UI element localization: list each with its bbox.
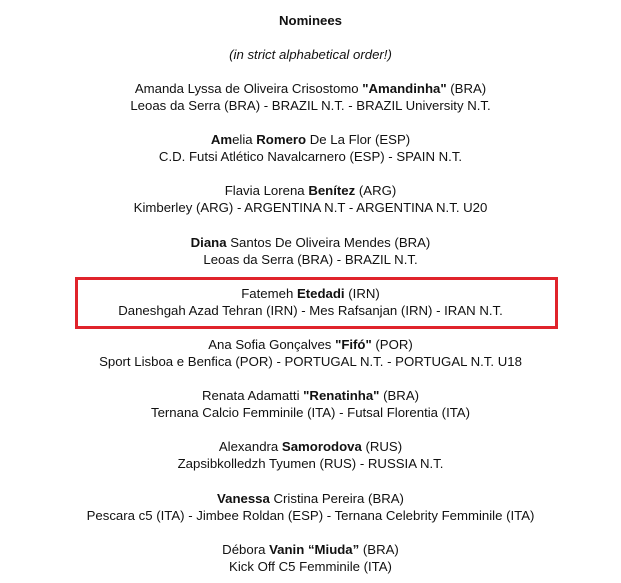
nominee-name-highlight: “Miuda” bbox=[307, 541, 360, 557]
nominee-clubs: Daneshgah Azad Tehran (IRN) - Mes Rafsanjan (IRN) - IRAN N.T. bbox=[118, 302, 503, 318]
nominee-clubs: Leoas da Serra (BRA) - BRAZIL N.T. - BRAZIL University N.T. bbox=[130, 98, 491, 113]
nominee-clubs: Zapsibkolledzh Tyumen (RUS) - RUSSIA N.T. bbox=[177, 456, 444, 472]
nominee-name bbox=[0, 182, 621, 199]
nominee-name-part: (BRA) bbox=[359, 541, 399, 557]
nominee-name-part: (RUS) bbox=[361, 439, 403, 455]
nominee-entry bbox=[0, 438, 621, 472]
nominee-name-part: Renata Adamatti bbox=[202, 388, 304, 404]
nominee-name-part: Fatemeh bbox=[241, 285, 297, 301]
nominee-name-part: (BRA) bbox=[446, 81, 487, 96]
nominee-name-part: elia bbox=[232, 132, 257, 148]
nominee-clubs: Ternana Calcio Femminile (ITA) - Futsal Florentia (ITA) bbox=[150, 405, 470, 421]
nominee-name bbox=[0, 387, 621, 404]
nominee-clubs: Sport Lisboa e Benfica (POR) - PORTUGAL N.T. - PORTUGAL N.T. U18 bbox=[99, 354, 522, 369]
nominee-name-part: (IRN) bbox=[344, 285, 380, 301]
nominee-entry bbox=[0, 387, 621, 421]
subtitle-open-paren: ( bbox=[229, 47, 234, 62]
nominee-name-highlight: Benítez bbox=[308, 183, 356, 199]
nominee-clubs: C.D. Futsi Atlético Navalcarnero (ESP) - SPAIN N.T. bbox=[158, 149, 463, 165]
nominee-name-part: (POR) bbox=[371, 337, 413, 352]
nominee-entry bbox=[0, 541, 621, 575]
nominee-name bbox=[0, 438, 621, 455]
nominee-name-highlight: Romero bbox=[256, 132, 307, 148]
subtitle-close-paren: ) bbox=[387, 47, 392, 62]
nominee-name-part: (BRA) bbox=[379, 388, 419, 404]
nominee-name-part: Amanda Lyssa de Oliveira Crisostomo bbox=[134, 81, 363, 96]
nominee-name-highlight: Vanin bbox=[269, 541, 305, 557]
nominee-name-highlight: Am bbox=[210, 132, 233, 148]
nominee-name bbox=[0, 131, 621, 148]
nominee-name-part: Alexandra bbox=[218, 439, 282, 455]
nominee-name bbox=[0, 336, 621, 353]
subtitle-note bbox=[0, 46, 621, 63]
nominee-name-part: Ana Sofia Gonçalves bbox=[208, 337, 336, 352]
nominee-clubs: Kick Off C5 Femminile (ITA) bbox=[229, 558, 392, 574]
nominee-name-part: Cristina Pereira (BRA) bbox=[269, 490, 404, 506]
nominee-entry bbox=[0, 131, 621, 165]
nominee-entry bbox=[0, 182, 621, 216]
nominee-entry bbox=[0, 234, 621, 268]
nominee-clubs: Pescara c5 (ITA) - Jimbee Roldan (ESP) - Ternana Celebrity Femminile (ITA) bbox=[86, 507, 535, 523]
nominee-name-part: Débora bbox=[222, 541, 270, 557]
page-title: Nominees bbox=[278, 13, 343, 28]
subtitle-text: in strict alphabetical order! bbox=[233, 47, 388, 62]
nominee-entry bbox=[0, 336, 621, 370]
nominee-name bbox=[0, 80, 621, 97]
nominee-name-highlight: Samorodova bbox=[281, 439, 362, 455]
nominee-entry bbox=[0, 490, 621, 524]
nominee-name-highlight: "Fifó" bbox=[335, 337, 372, 352]
nominee-name-highlight: "Renatinha" bbox=[303, 388, 380, 404]
nominee-name-highlight: Etedadi bbox=[296, 285, 345, 301]
nominee-name-highlight: Diana bbox=[190, 234, 227, 250]
nominee-name-part: De La Flor (ESP) bbox=[306, 132, 411, 148]
nominee-name-highlight: Vanessa bbox=[217, 490, 270, 506]
nominee-name-part: (ARG) bbox=[355, 183, 397, 199]
nominee-name-highlight: "Amandinha" bbox=[362, 81, 447, 96]
nominee-clubs: Kimberley (ARG) - ARGENTINA N.T - ARGENTINA N.T. U20 bbox=[133, 200, 488, 216]
nominee-name bbox=[0, 541, 621, 558]
nominee-name-part: Flavia Lorena bbox=[224, 183, 309, 199]
highlight-box bbox=[75, 277, 558, 329]
nominee-entry bbox=[0, 80, 621, 114]
nominee-name-part: Santos De Oliveira Mendes (BRA) bbox=[226, 234, 431, 250]
nominee-name bbox=[0, 234, 621, 251]
nominee-name bbox=[0, 490, 621, 507]
nominee-clubs: Leoas da Serra (BRA) - BRAZIL N.T. bbox=[203, 251, 418, 267]
